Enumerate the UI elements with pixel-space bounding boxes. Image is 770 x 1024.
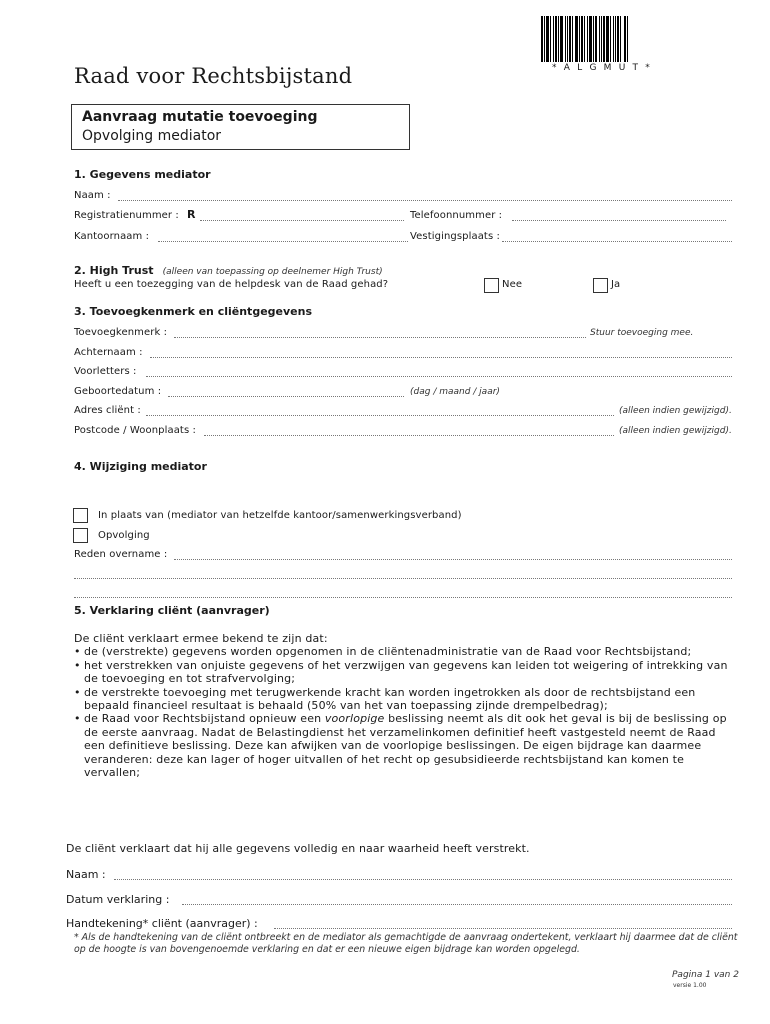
in-plaats-van-label: In plaats van (mediator van hetzelfde kantoor/samenwerkingsverband) — [98, 510, 462, 521]
toevoegkenmerk-label: Toevoegkenmerk : — [74, 327, 168, 338]
verklaring-bullet-2: • het verstrekken van onjuiste gegevens of het verzwijgen van gegevens kan leiden tot weigering of intrekking van de toevoeging en tot strafvervolging; — [74, 659, 738, 686]
verklaring-intro: De cliënt verklaart ermee bekend te zijn dat: — [74, 632, 328, 645]
geboortedatum-label: Geboortedatum : — [74, 386, 162, 397]
barcode — [541, 16, 663, 73]
vestigingsplaats-field[interactable] — [502, 241, 732, 242]
bullet-4-pre: de Raad voor Rechtsbijstand opnieuw een — [84, 712, 325, 726]
geboortedatum-hint: (dag / maand / jaar) — [410, 387, 500, 397]
bullet-4-emphasis: voorlopige — [324, 712, 385, 726]
telefoonnummer-label: Telefoonnummer : — [410, 210, 503, 221]
page-subtitle: Opvolging mediator — [82, 128, 222, 144]
section-2-title: 2. High Trust — [74, 264, 154, 277]
section-3-title: 3. Toevoegkenmerk en cliëntgegevens — [74, 305, 312, 318]
barcode-bars — [541, 16, 663, 62]
kantoornaam-field[interactable] — [158, 241, 408, 242]
datum-verklaring-field[interactable] — [182, 904, 732, 905]
section-5-title: 5. Verklaring cliënt (aanvrager) — [74, 604, 270, 617]
postcode-field[interactable] — [204, 435, 614, 436]
verklaring-bullet-3: • de verstrekte toevoeging met terugwerkende kracht kan worden ingetrokken als door de rechtsbijstand een bepaald financieel resultaat is behaald (50% van het van toepassing zijnde drempelbedrag); — [74, 686, 738, 713]
ja-checkbox[interactable] — [593, 278, 608, 293]
handtekening-footnote: * Als de handtekening van de cliënt ontbreekt en de mediator als gemachtigde de aanvraag ondertekent, verklaart hij daarmee dat de cliënt op de hoogte is van bovengenoemde verklaring en dat er een nieuwe eigen bijdrage kan worden opgelegd. — [74, 932, 738, 955]
nee-label: Nee — [502, 279, 523, 290]
adres-field[interactable] — [146, 415, 614, 416]
postcode-label: Postcode / Woonplaats : — [74, 425, 197, 436]
toevoegkenmerk-note: Stuur toevoeging mee. — [590, 328, 694, 338]
registratienummer-prefix: R — [187, 208, 196, 221]
client-naam-label: Naam : — [66, 868, 106, 881]
mediator-naam-field[interactable] — [118, 200, 732, 201]
high-trust-note: (alleen van toepassing op deelnemer High Trust) — [162, 267, 383, 277]
postcode-note: (alleen indien gewijzigd). — [619, 426, 732, 436]
verklaring-bullet-4 — [74, 712, 738, 779]
page-title: Aanvraag mutatie toevoeging — [82, 109, 318, 125]
voorletters-field[interactable] — [146, 376, 732, 377]
mediator-naam-label: Naam : — [74, 190, 111, 201]
high-trust-question: Heeft u een toezegging van de helpdesk van de Raad gehad? — [74, 279, 389, 290]
section-1-title: 1. Gegevens mediator — [74, 168, 211, 181]
section-2-heading — [74, 259, 383, 278]
achternaam-label: Achternaam : — [74, 347, 143, 358]
adres-note: (alleen indien gewijzigd). — [619, 406, 732, 416]
ja-label: Ja — [611, 279, 621, 290]
bullet-4-post: beslissing neemt als dit ook het geval is bij de beslissing op de eerste aanvraag. Nadat de Belastingdienst het verzamelinkomen definitief heeft vastgesteld neemt de Raad een definitieve beslissing. Deze kan afwijken van de voorlopige beslissingen. De eigen bijdrage kan daarmee veranderen: deze kan lager of hoger uitvallen of het recht op gesubsidieerde rechtsbijstand kan komen te vervallen; — [84, 712, 727, 780]
telefoonnummer-field[interactable] — [512, 220, 726, 221]
registratienummer-label: Registratienummer : — [74, 210, 179, 221]
opvolging-label: Opvolging — [98, 530, 150, 541]
page-number: Pagina 1 van 2 — [672, 970, 739, 980]
kantoornaam-label: Kantoornaam : — [74, 231, 150, 242]
handtekening-field[interactable] — [274, 928, 732, 929]
org-name: Raad voor Rechtsbijstand — [74, 64, 353, 88]
opvolging-checkbox[interactable] — [73, 528, 88, 543]
verklaring-bullet-1: • de (verstrekte) gegevens worden opgenomen in de cliëntenadministratie van de Raad voor Rechtsbijstand; — [74, 645, 738, 658]
achternaam-field[interactable] — [150, 357, 732, 358]
datum-verklaring-label: Datum verklaring : — [66, 893, 170, 906]
vestigingsplaats-label: Vestigingsplaats : — [410, 231, 501, 242]
section-4-title: 4. Wijziging mediator — [74, 460, 207, 473]
version: versie 1.00 — [673, 982, 707, 989]
title-box — [71, 104, 410, 150]
handtekening-label: Handtekening* cliënt (aanvrager) : — [66, 917, 258, 930]
reden-overname-field-3[interactable] — [74, 597, 732, 598]
adres-label: Adres cliënt : — [74, 405, 141, 416]
registratienummer-field[interactable] — [200, 220, 404, 221]
reden-overname-label: Reden overname : — [74, 549, 168, 560]
nee-checkbox[interactable] — [484, 278, 499, 293]
declaration-statement: De cliënt verklaart dat hij alle gegevens volledig en naar waarheid heeft verstrekt. — [66, 842, 530, 855]
barcode-code: * A L G M U T * — [551, 63, 653, 73]
toevoegkenmerk-field[interactable] — [174, 337, 586, 338]
client-naam-field[interactable] — [114, 879, 732, 880]
reden-overname-field-1[interactable] — [174, 559, 732, 560]
in-plaats-van-checkbox[interactable] — [73, 508, 88, 523]
voorletters-label: Voorletters : — [74, 366, 137, 377]
geboortedatum-field[interactable] — [168, 396, 404, 397]
reden-overname-field-2[interactable] — [74, 578, 732, 579]
verklaring-body — [74, 632, 738, 779]
